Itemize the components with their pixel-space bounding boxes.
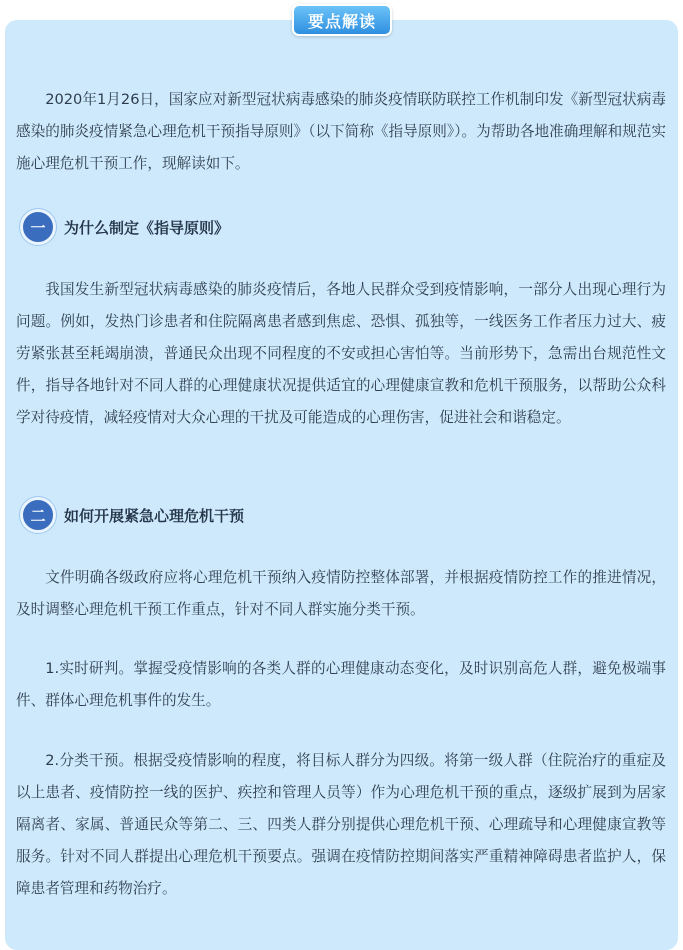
section-number-badge: 二 xyxy=(20,497,56,533)
section-2-item-1: 1.实时研判。掌握受疫情影响的各类人群的心理健康动态变化，及时识别高危人群，避免极端事件、群体心理危机事件的发生。 xyxy=(16,660,666,709)
section-heading-2 xyxy=(20,497,244,533)
section-badge: 要点解读 xyxy=(292,4,392,36)
section-title: 为什么制定《指导原则》 xyxy=(64,218,230,237)
section-number-badge: 一 xyxy=(20,209,56,245)
section-heading-1 xyxy=(20,209,229,245)
section-2-paragraph: 文件明确各级政府应将心理危机干预纳入疫情防控整体部署，并根据疫情防控工作的推进情况，及时调整心理危机干预工作重点，针对不同人群实施分类干预。 xyxy=(16,569,666,618)
section-title: 如何开展紧急心理危机干预 xyxy=(64,506,245,525)
intro-paragraph: 2020年1月26日，国家应对新型冠状病毒感染的肺炎疫情联防联控工作机制印发《新型冠状病毒感染的肺炎疫情紧急心理危机干预指导原则》（以下简称《指导原则》）。为帮助各地准确理解和规范实施心理危机干预工作，现解读如下。 xyxy=(16,91,666,172)
section-1-paragraph: 我国发生新型冠状病毒感染的肺炎疫情后，各地人民群众受到疫情影响，一部分人出现心理行为问题。例如，发热门诊患者和住院隔离患者感到焦虑、恐惧、孤独等，一线医务工作者压力过大、疲劳紧张甚至耗竭崩溃，普通民众出现不同程度的不安或担心害怕等。当前形势下，急需出台规范性文件，指导各地针对不同人群的心理健康状况提供适宜的心理健康宣教和危机干预服务，以帮助公众科学对待疫情，减轻疫情对大众心理的干扰及可能造成的心理伤害，促进社会和谐稳定。 xyxy=(16,281,666,426)
section-2-item-2: 2.分类干预。根据受疫情影响的程度，将目标人群分为四级。将第一级人群（住院治疗的重症及以上患者、疫情防控一线的医护、疾控和管理人员等）作为心理危机干预的重点，逐级扩展到为居家隔离者、家属、普通民众等第二、三、四类人群分别提供心理危机干预、心理疏导和心理健康宣教等服务。针对不同人群提出心理危机干预要点。强调在疫情防控期间落实严重精神障碍患者监护人，保障患者管理和药物治疗。 xyxy=(16,752,666,897)
